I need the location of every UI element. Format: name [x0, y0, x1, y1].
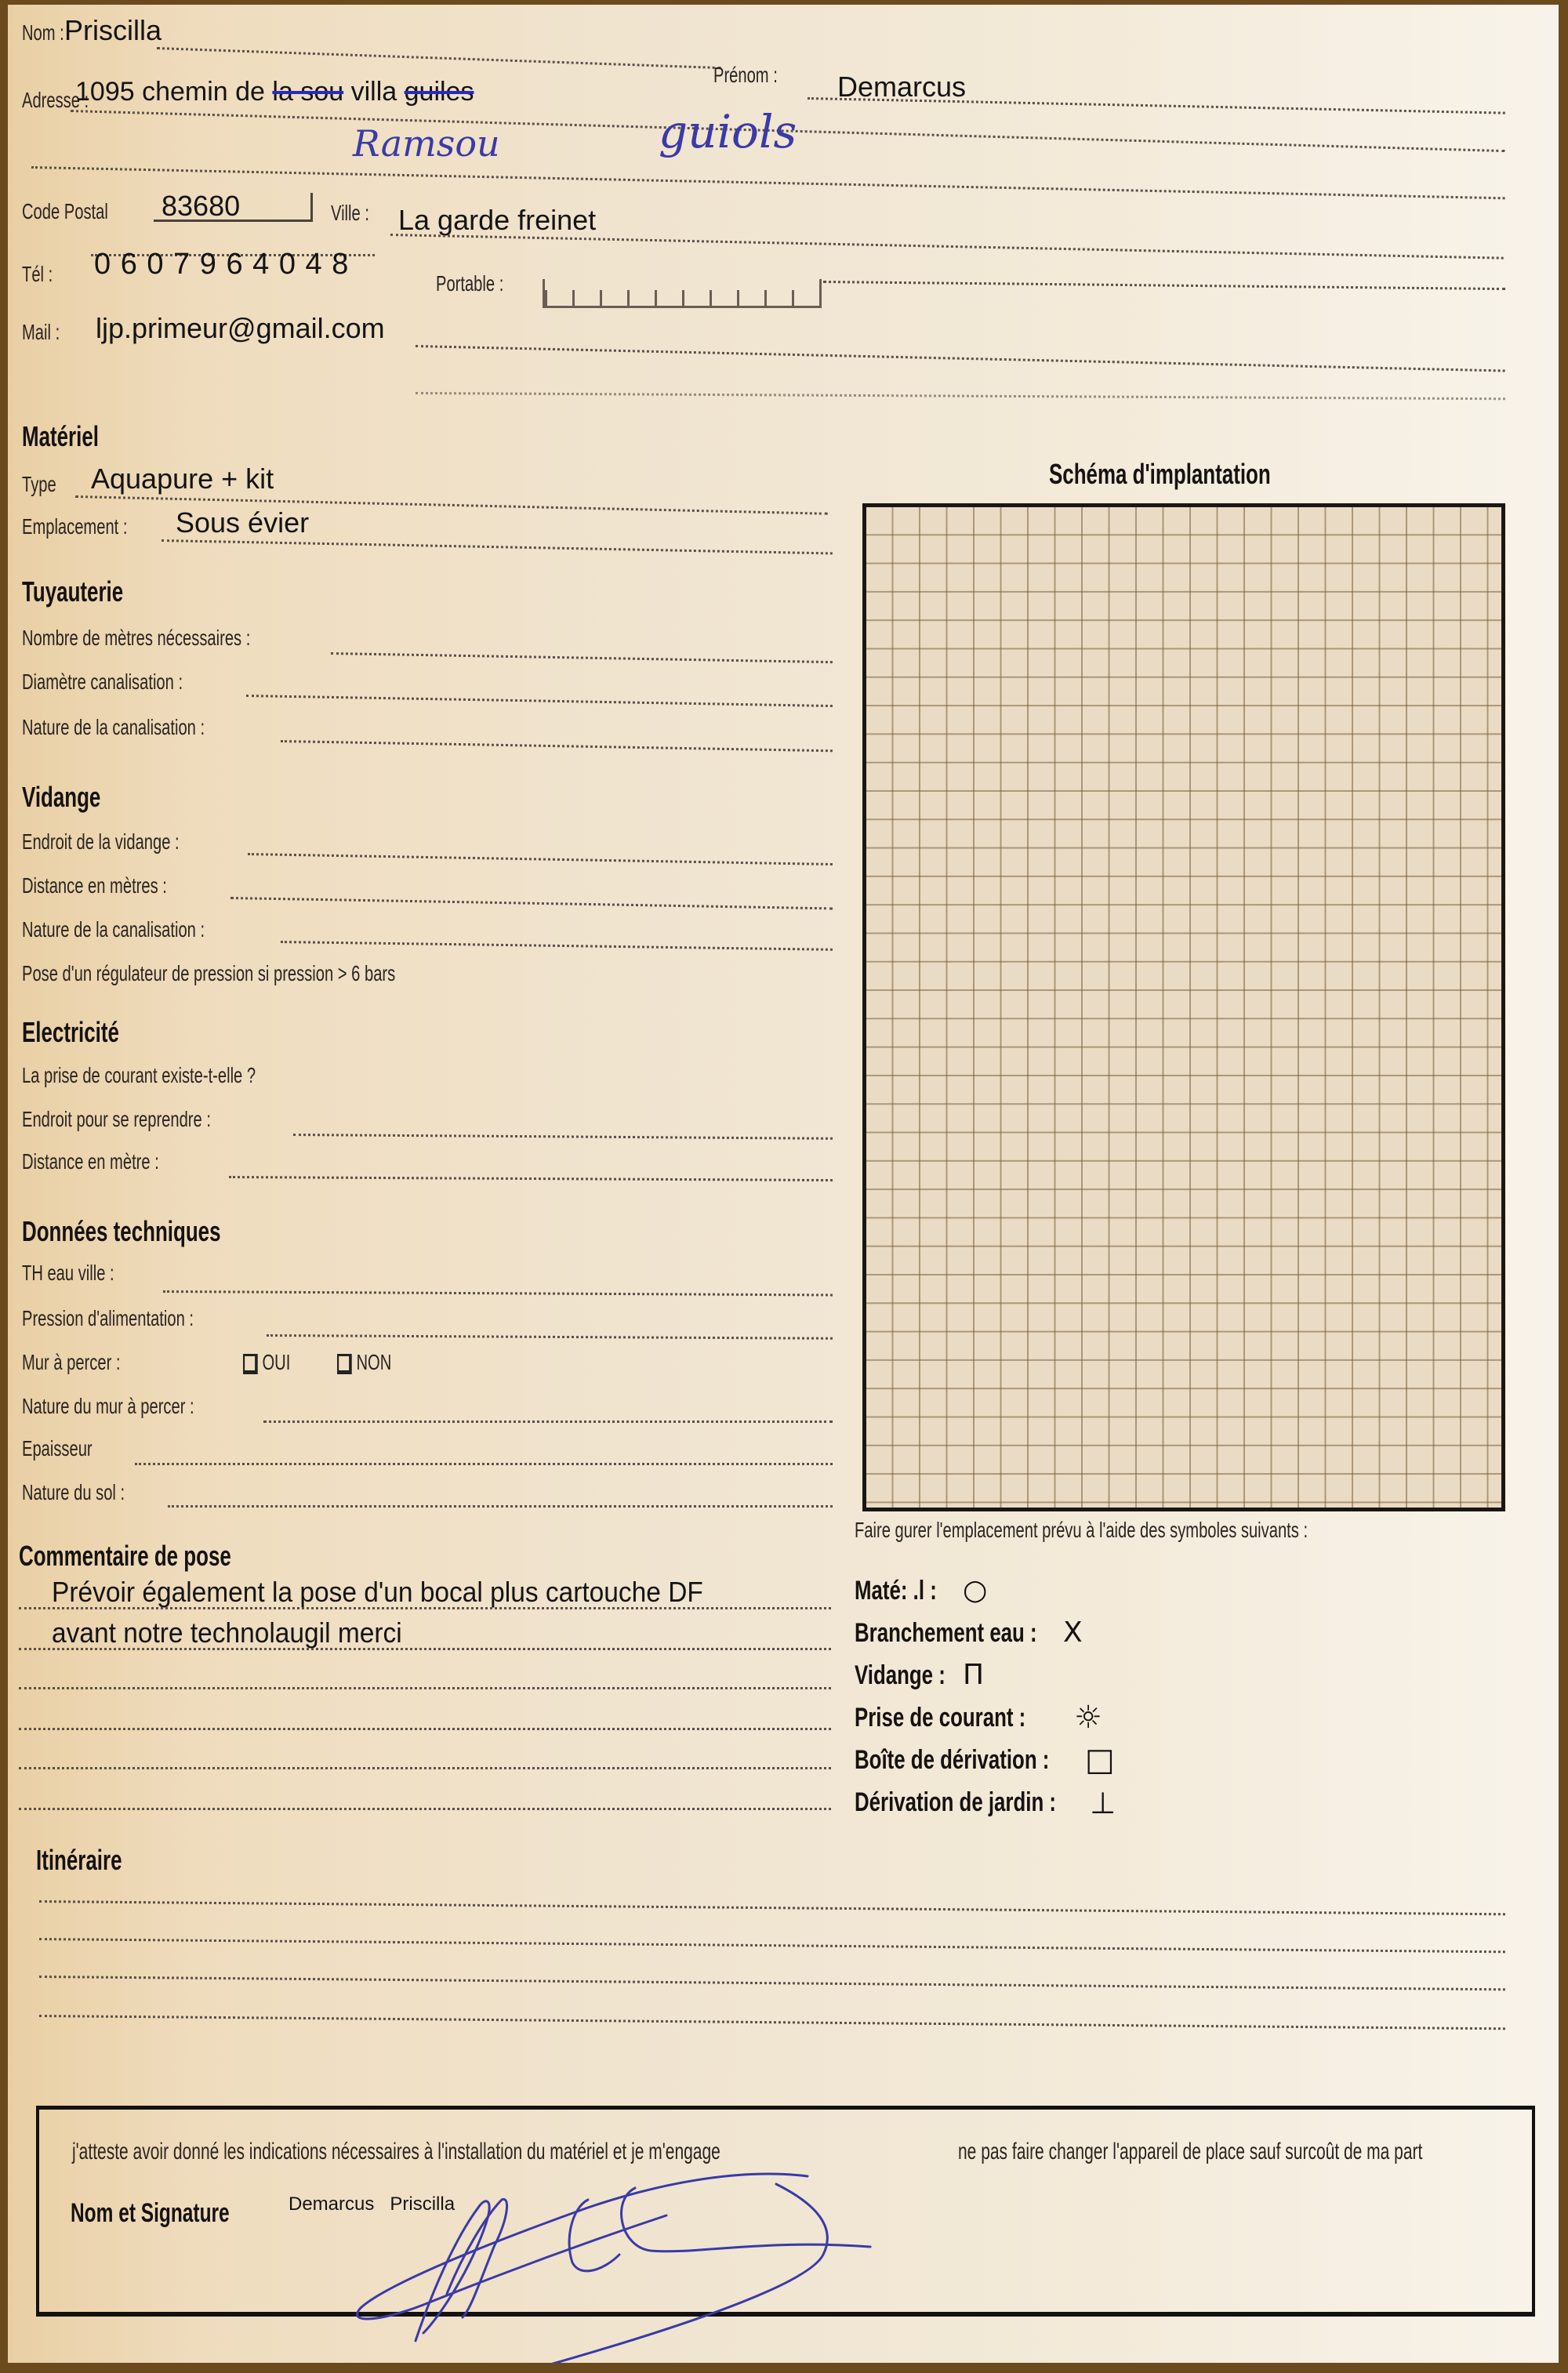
tuyauterie-field-line[interactable] [246, 695, 833, 707]
prenom-value[interactable]: Demarcus [837, 71, 967, 103]
prenom-label: Prénom : [713, 63, 778, 87]
itineraire-line[interactable] [39, 1938, 1505, 1953]
commentaire-dotted-line[interactable] [19, 1728, 831, 1730]
mur-a-percer-label: Mur à percer : [22, 1350, 121, 1374]
electricite-field-line[interactable] [229, 1176, 833, 1181]
adresse-handwritten-2: Ramsou [353, 122, 500, 165]
tuyauterie-field-label: Diamètre canalisation : [22, 669, 183, 694]
schema-instruction: Faire gurer l'emplacement prévu à l'aide des symboles suivants : [855, 1518, 1308, 1542]
form-page [8, 5, 1559, 2363]
electricite-question: La prise de courant existe-t-elle ? [22, 1063, 256, 1087]
epaisseur-line[interactable] [135, 1463, 833, 1465]
tuyauterie-field-line[interactable] [281, 740, 833, 752]
adresse-mid: villa [350, 77, 397, 107]
mail-value[interactable]: ljp.primeur@gmail.com [96, 312, 385, 344]
checkbox-non[interactable] [337, 1354, 352, 1374]
mur-option-oui-label: OUI [262, 1350, 291, 1374]
vidange-field-label: Nature de la canalisation : [22, 917, 205, 942]
vidange-title: Vidange [22, 781, 101, 813]
electricite-title: Electricité [22, 1016, 119, 1048]
adresse-struck-1: la sou [272, 77, 344, 107]
commentaire-dotted-line[interactable] [19, 1687, 831, 1689]
vidange-field-line[interactable] [230, 897, 833, 909]
nom-value[interactable]: Priscilla [64, 14, 162, 46]
legend-label: Prise de courant : [855, 1703, 1026, 1733]
mur-option-non-label: NON [356, 1350, 392, 1374]
legend-label: Vidange : [855, 1660, 946, 1690]
legend-label: Branchement eau : [855, 1618, 1037, 1648]
tuyauterie-title: Tuyauterie [22, 575, 124, 608]
nature-mur-line[interactable] [263, 1421, 833, 1423]
schema-grid[interactable] [862, 503, 1505, 1511]
legend-label: Maté: .l : [855, 1576, 937, 1606]
nom-line [157, 47, 721, 69]
commentaire-dotted-line [19, 1607, 831, 1609]
type-value[interactable]: Aquapure + kit [91, 463, 274, 495]
pi-drain-icon: Π [963, 1659, 985, 1691]
signature-stroke [361, 2174, 808, 2308]
electricite-field-line[interactable] [293, 1134, 833, 1140]
checkbox-oui[interactable] [243, 1354, 258, 1374]
signer-name[interactable]: Demarcus Priscilla [289, 2193, 456, 2215]
mail-line-2 [416, 392, 1505, 400]
adresse-handwritten-1: guiols [659, 105, 797, 158]
legend-label: Boîte de dérivation : [855, 1745, 1050, 1775]
portable-field[interactable] [543, 279, 822, 308]
commentaire-title: Commentaire de pose [19, 1540, 231, 1572]
square-box-icon: □ [1085, 1742, 1115, 1778]
mail-label: Mail : [22, 320, 60, 344]
tel-value[interactable]: 0 6 0 7 9 6 4 0 4 8 [94, 248, 350, 281]
code-postal-label: Code Postal [22, 199, 108, 223]
epaisseur-label: Epaisseur [22, 1436, 93, 1460]
pression-line[interactable] [267, 1334, 833, 1340]
th-eau-label: TH eau ville : [22, 1261, 114, 1285]
signature-stroke [622, 2188, 870, 2251]
adresse-label: Adresse : [22, 88, 89, 112]
emplacement-label: Emplacement : [22, 514, 128, 539]
electricite-field-label: Endroit pour se reprendre : [22, 1107, 211, 1131]
signature-stroke [569, 2200, 619, 2271]
vidange-field-label: Distance en mètres : [22, 873, 167, 898]
th-eau-line[interactable] [163, 1290, 833, 1296]
vidange-note: Pose d'un régulateur de pression si pression > 6 bars [22, 961, 396, 985]
vidange-field-line[interactable] [248, 853, 833, 865]
signature-stroke [358, 2215, 666, 2319]
mur-option-oui[interactable] [243, 1350, 290, 1375]
vidange-field-line[interactable] [281, 941, 833, 951]
ville-value[interactable]: La garde freinet [398, 204, 597, 236]
commentaire-line-2[interactable]: avant notre technolaugil merci [52, 1616, 402, 1649]
type-label: Type [22, 472, 56, 496]
adresse-value[interactable] [75, 77, 474, 107]
nom-label: Nom : [22, 20, 64, 45]
itineraire-line[interactable] [39, 1976, 1505, 1990]
vidange-field-label: Endroit de la vidange : [22, 829, 180, 854]
mur-option-non[interactable] [337, 1350, 391, 1375]
ville-label: Ville : [331, 201, 369, 225]
circle-icon: ○ [963, 1574, 988, 1606]
itineraire-line[interactable] [39, 1900, 1505, 1915]
attestation-text-1: j'atteste avoir donné les indications nécessaires à l'installation du matériel et je m'engage [72, 2139, 720, 2164]
prenom-line [808, 97, 1505, 114]
tuyauterie-field-label: Nombre de mètres nécessaires : [22, 626, 251, 650]
materiel-title: Matériel [22, 420, 99, 452]
nature-sol-label: Nature du sol : [22, 1480, 125, 1504]
nature-sol-line[interactable] [168, 1505, 833, 1508]
adresse-prefix: 1095 chemin de [75, 77, 265, 107]
up-tack-icon: ⊥ [1090, 1786, 1116, 1820]
commentaire-dotted-line[interactable] [19, 1767, 831, 1769]
electricite-field-label: Distance en mètre : [22, 1149, 159, 1174]
mail-line [416, 345, 1505, 372]
tel-label: Tél : [22, 262, 53, 286]
handwritten-signature [337, 2153, 902, 2363]
sun-outlet-icon: ☼ [1074, 1700, 1102, 1736]
signature-stroke [494, 2184, 827, 2363]
commentaire-dotted-line [19, 1648, 831, 1650]
itineraire-title: Itinéraire [36, 1844, 122, 1876]
adresse-struck-2: guiles [404, 77, 474, 107]
tuyauterie-field-line[interactable] [331, 652, 833, 663]
legend-label: Dérivation de jardin : [855, 1787, 1057, 1817]
emplacement-line [162, 539, 833, 554]
attestation-text-2: ne pas faire changer l'appareil de place sauf surcoût de ma part [958, 2139, 1423, 2164]
nature-mur-label: Nature du mur à percer : [22, 1394, 194, 1418]
schema-title: Schéma d'implantation [1049, 458, 1271, 490]
donnees-techniques-title: Données techniques [22, 1215, 221, 1247]
commentaire-dotted-line[interactable] [19, 1808, 831, 1810]
signature-label: Nom et Signature [71, 2198, 230, 2228]
itineraire-line[interactable] [39, 2015, 1505, 2030]
commentaire-line-1[interactable]: Prévoir également la pose d'un bocal plus cartouche DF [52, 1576, 703, 1608]
cross-icon: X [1063, 1616, 1083, 1649]
code-postal-value[interactable]: 83680 [162, 190, 241, 222]
emplacement-value[interactable]: Sous évier [176, 506, 310, 539]
pression-label: Pression d'alimentation : [22, 1306, 194, 1330]
tuyauterie-field-label: Nature de la canalisation : [22, 715, 205, 739]
ville-line [390, 234, 1504, 259]
portable-line [823, 281, 1505, 290]
portable-label: Portable : [436, 271, 504, 296]
